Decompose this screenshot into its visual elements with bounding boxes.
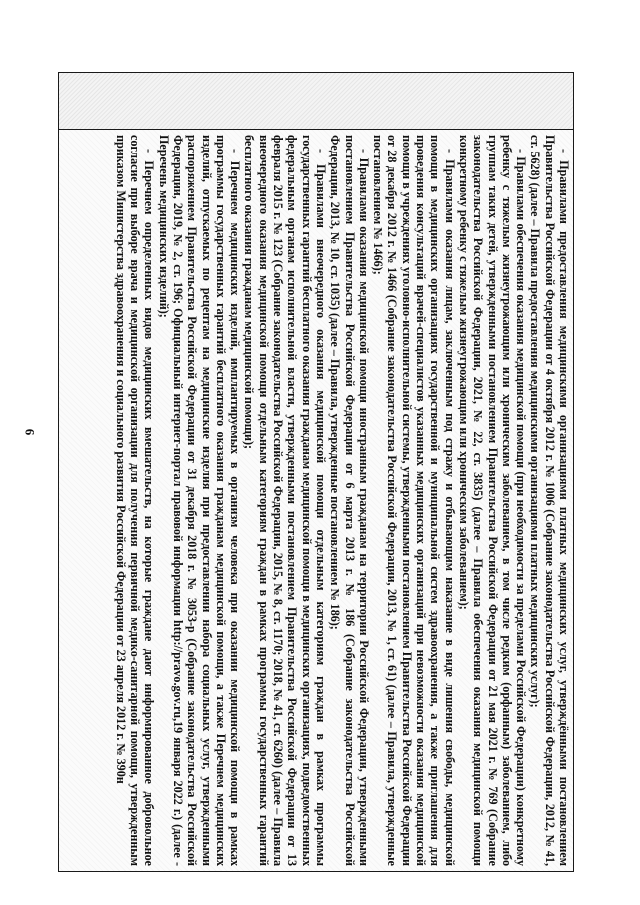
table-left-column	[59, 73, 573, 130]
paragraph-paid-services-rules: - Правилами предоставления медицинскими организациями платных медицинских услуг, утверждёнными постановлением Правительства Российской Федерации от 4 октября 2012 г. № 1006 (Собрание законодательства Российской Федерации, 2012, № 41, ст. 5628) (далее – Правила предоставления медицинскими организациями платных медицинских услуг);	[528, 135, 571, 866]
paragraph-medical-devices-list: - Перечнем медицинских изделий, имплантируемых в организм человека при оказании медицинской помощи в рамках программы государственных гарантий бесплатного оказания гражданам медицинской помощи, а также Перечнем медицинских изделий, отпускаемых по рецептам на медицинские изделия при предоставлении набора социальных услуг, утвержденными распоряжением Правительства Российской Федерации от 31 декабря 2018 г. № 3053-р (Собрание законодательства Российской Федерации, 2019, № 2, ст. 196; Официальный интернет-портал правовой информации http://pravo.gov.ru,19 января 2022 г.) (далее - Перечень медицинских изделий);	[156, 135, 243, 866]
page-number: 6	[22, 428, 38, 436]
paragraph-detainee-care-rules: - Правилами оказания лицам, заключенным под стражу и отбывающим наказание в виде лишения свободы, медицинской помощи в медицинских организациях государственной и муниципальной систем здравоохранения, а также приглашения для проведения консультаций врачей-специалистов указанных медицинских организаций при невозможности оказания медицинской помощи в учреждениях уголовно-исполнительной системы, утвержденными постановлением Правительства Российской Федерации от 28 декабря 2012 г. № 1466 (Собрание законодательства Российской Федерации, 2013, № 1, ст. 61) (далее – Правила, утвержденные постановлением № 1466);	[371, 135, 457, 866]
paragraph-priority-care-rules: - Правилами внеочередного оказания медицинской помощи отдельным категориям граждан в рамках программы государственных гарантий бесплатного оказания гражданам медицинской помощи в медицинских организациях, подведомственных федеральным органам исполнительной власти, утвержденными постановлением Правительства Российской Федерации от 13 февраля 2015 г. № 123 (Собрание законодательства Российской Федерации, 2015, № 8, ст. 1170; 2018, № 41, ст. 6260) (далее – Правила внеочередного оказания медицинской помощи отдельным категориям граждан в рамках программы государственных гарантий бесплатного оказания гражданам медицинской помощи);	[242, 135, 328, 866]
document-table	[58, 72, 574, 872]
document-table-frame	[58, 72, 574, 872]
paragraph-foreign-citizens-rules: - Правилами оказания медицинской помощи иностранным гражданам на территории Российской Федерации, утвержденными постановлением Правительства Российской Федерации от 6 марта 2013 г. № 186 (Собрание законодательства Российской Федерации, 2013, № 10, ст. 1035) (далее – Правила, утвержденные постановлением № 186);	[328, 135, 371, 866]
paragraph-interventions-list: - Перечнем определенных видов медицинских вмешательств, на которые граждане дают информированное добровольное согласие при выборе врача и медицинской организации для получения первичной медико-санитарной помощи, утвержденным приказом Министерства здравоохранения и социального развития Российской Федерации от 23 апреля 2012 г. № 390н	[113, 135, 157, 866]
table-text-column	[59, 130, 573, 871]
paragraph-child-care-rules: - Правилами обеспечения оказания медицинской помощи (при необходимости за пределами Российской Федерации) конкретному ребенку с тяжелым жизнеугрожающим или хроническим заболеванием, в том числе редким (орфанным) заболеванием, либо группам таких детей, утвержденными постановлением Правительства Российской Федерации от 21 мая 2021 г. № 769 (Собрание законодательства Российской Федерации, 2021, № 22, ст. 3835) (далее – Правила обеспечения оказания медицинской помощи конкретному ребенку с тяжелым жизнеугрожающим или хроническим заболеванием);	[456, 135, 529, 866]
